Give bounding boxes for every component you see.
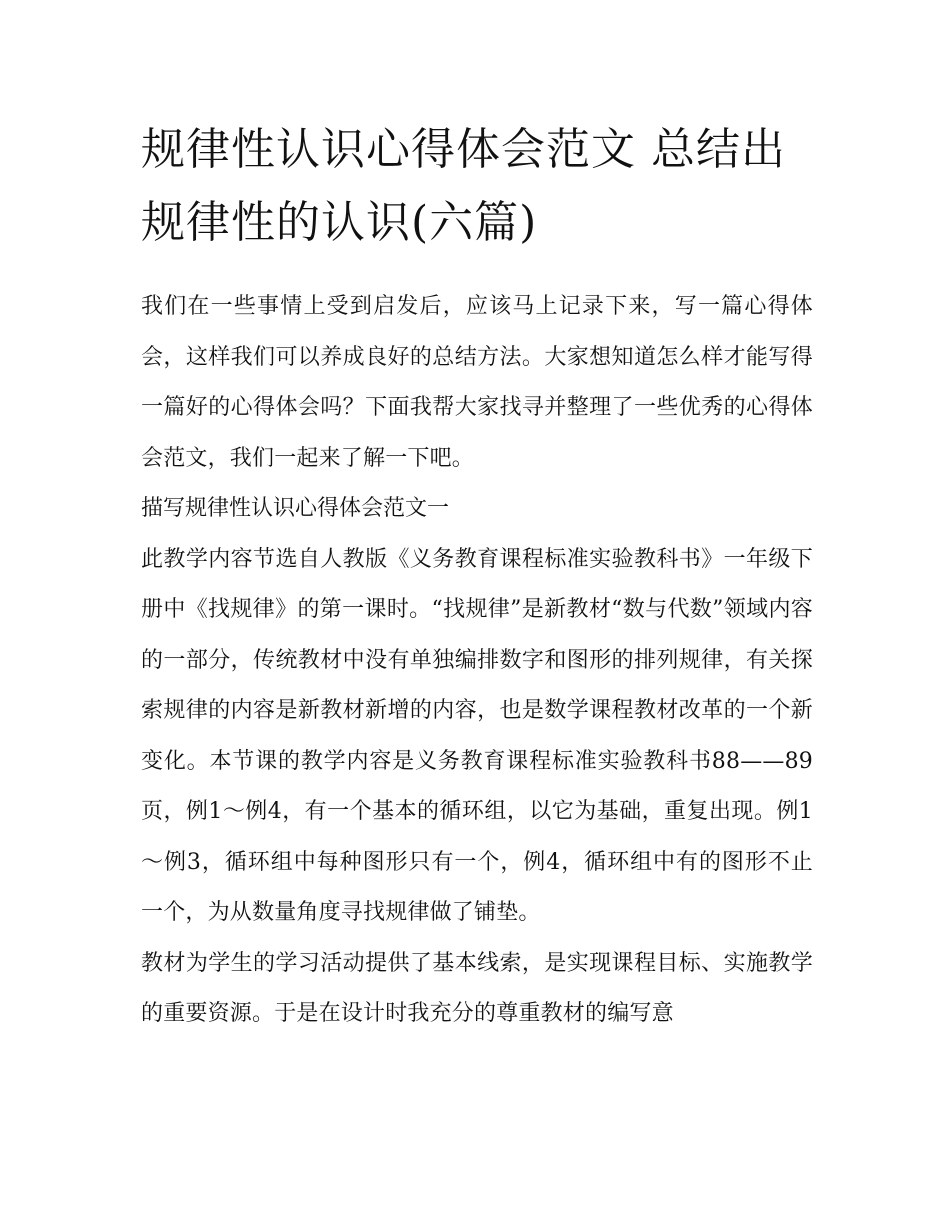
document-page [141,113,813,1040]
document-title: 规律性认识心得体会范文 总结出规律性的认识(六篇) [141,124,786,248]
body-paragraph-2: 教材为学生的学习活动提供了基本线索，是实现课程目标、实施教学的重要资源。于是在设计时我充分的尊重教材的编写意 [141,950,813,1026]
section-heading: 描写规律性认识心得体会范文一 [141,496,450,521]
intro-paragraph: 我们在一些事情上受到启发后，应该马上记录下来，写一篇心得体会，这样我们可以养成良好的总结方法。大家想知道怎么样才能写得一篇好的心得体会吗？下面我帮大家找寻并整理了一些优秀的心得体会范文，我们一起来了解一下吧。 [141,294,813,471]
body-paragraph-1: 此教学内容节选自人教版《义务教育课程标准实验教科书》一年级下册中《找规律》的第一课时。“找规律”是新教材“数与代数”领域内容的一部分，传统教材中没有单独编排数字和图形的排列规律，有关探索规律的内容是新教材新增的内容，也是数学课程教材改革的一个新变化。本节课的教学内容是义务教育课程标准实验教科书88——89页，例1～例4，有一个基本的循环组，以它为基础，重复出现。例1～例3，循环组中每种图形只有一个，例4，循环组中有的图形不止一个，为从数量角度寻找规律做了铺垫。 [141,546,813,925]
document-body [141,282,813,1040]
